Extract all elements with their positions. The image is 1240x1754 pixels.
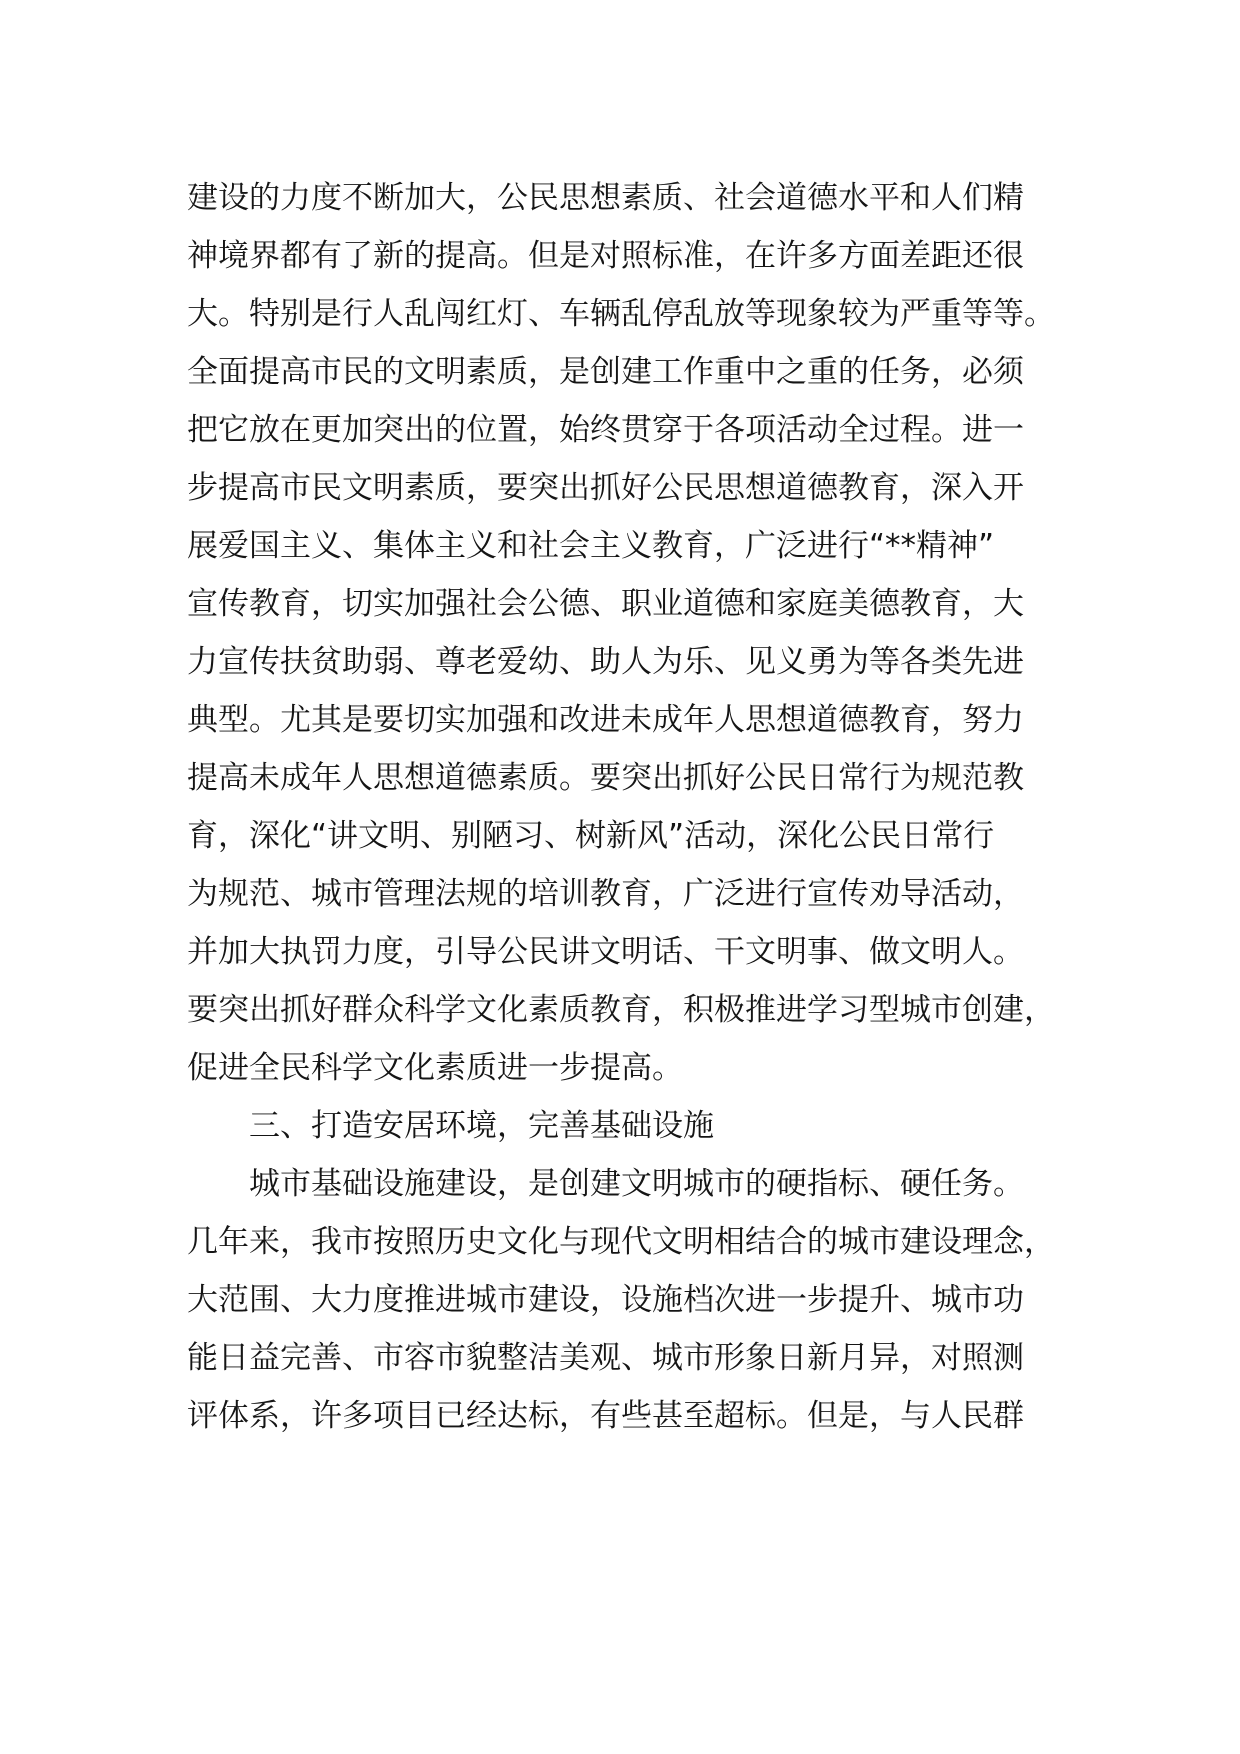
- text-line: 促进全民科学文化素质进一步提高。: [187, 1050, 683, 1086]
- text-line: 全面提高市民的文明素质，是创建工作重中之重的任务，必须: [187, 354, 1024, 390]
- text-line: 力宣传扶贫助弱、尊老爱幼、助人为乐、见义勇为等各类先进: [187, 644, 1024, 680]
- text-line: 步提高市民文明素质，要突出抓好公民思想道德教育，深入开: [187, 470, 1024, 506]
- text-line: 展爱国主义、集体主义和社会主义教育，广泛进行“**精神”: [187, 528, 995, 564]
- text-line: 大。特别是行人乱闯红灯、车辆乱停乱放等现象较为严重等等。: [187, 296, 1055, 332]
- text-line: 大范围、大力度推进城市建设，设施档次进一步提升、城市功: [187, 1282, 1024, 1318]
- text-line: 提高未成年人思想道德素质。要突出抓好公民日常行为规范教: [187, 760, 1024, 796]
- text-line: 评体系，许多项目已经达标，有些甚至超标。但是，与人民群: [187, 1398, 1024, 1434]
- section-heading: 三、打造安居环境，完善基础设施: [249, 1108, 714, 1144]
- text-line: 能日益完善、市容市貌整洁美观、城市形象日新月异，对照测: [187, 1340, 1024, 1376]
- text-line: 神境界都有了新的提高。但是对照标准，在许多方面差距还很: [187, 238, 1024, 274]
- text-line: 把它放在更加突出的位置，始终贯穿于各项活动全过程。进一: [187, 412, 1024, 448]
- text-line: 育，深化“讲文明、别陋习、树新风”活动，深化公民日常行: [187, 818, 995, 854]
- text-line: 要突出抓好群众科学文化素质教育，积极推进学习型城市创建，: [187, 992, 1055, 1028]
- text-line: 典型。尤其是要切实加强和改进未成年人思想道德教育，努力: [187, 702, 1024, 738]
- text-line: 宣传教育，切实加强社会公德、职业道德和家庭美德教育，大: [187, 586, 1024, 622]
- text-line: 几年来，我市按照历史文化与现代文明相结合的城市建设理念，: [187, 1224, 1055, 1260]
- text-line: 建设的力度不断加大，公民思想素质、社会道德水平和人们精: [187, 180, 1024, 216]
- text-line: 为规范、城市管理法规的培训教育，广泛进行宣传劝导活动，: [187, 876, 1024, 912]
- text-line: 并加大执罚力度，引导公民讲文明话、干文明事、做文明人。: [187, 934, 1024, 970]
- text-line: 城市基础设施建设，是创建文明城市的硬指标、硬任务。: [249, 1166, 1024, 1202]
